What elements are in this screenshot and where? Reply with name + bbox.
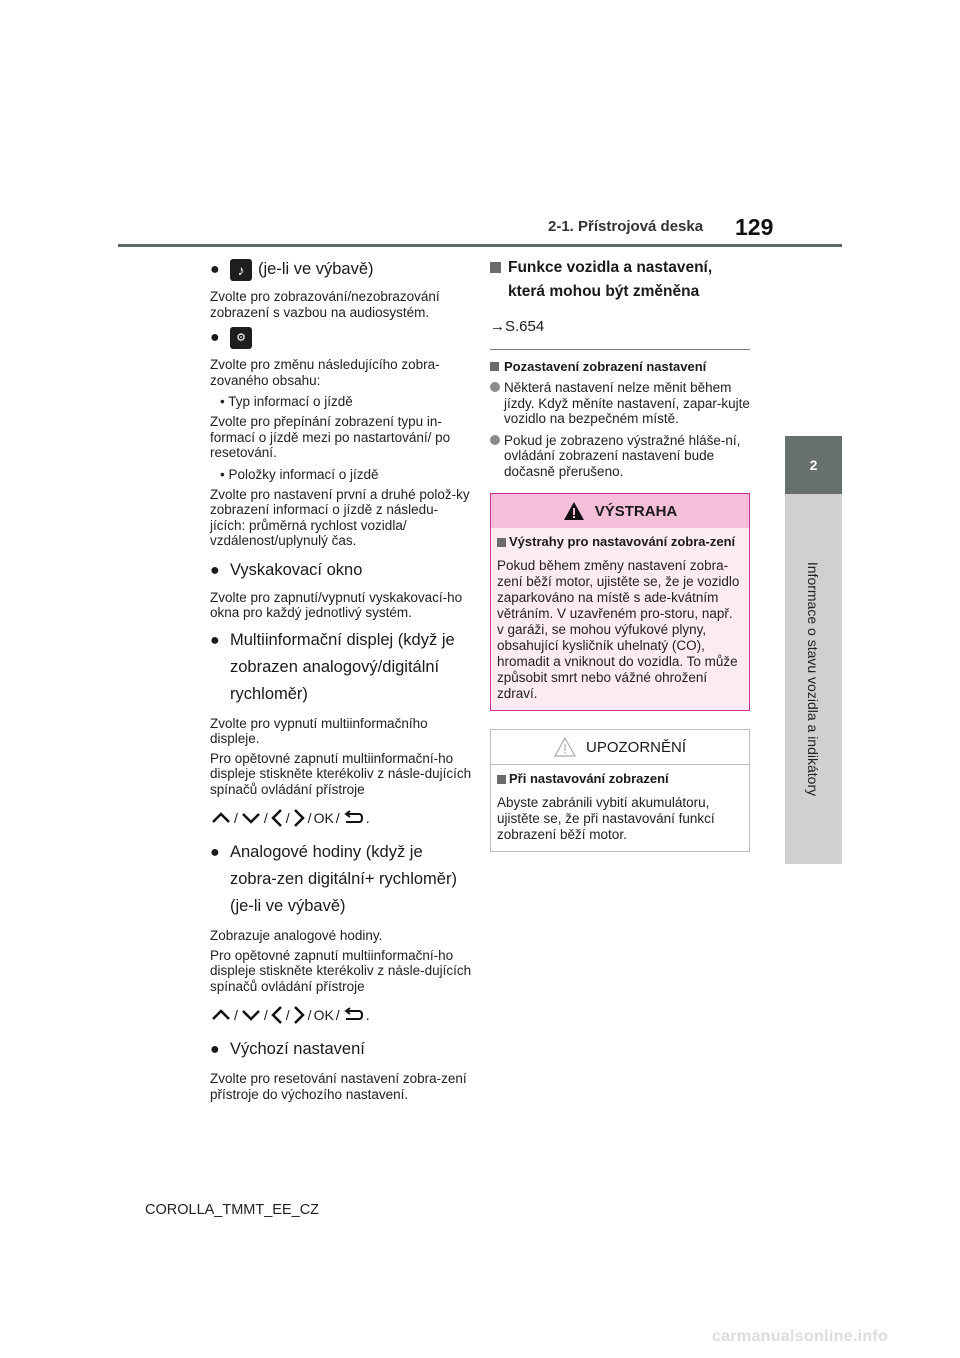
chapter-tab: 2: [785, 436, 842, 494]
warning-body: [491, 528, 749, 710]
header-divider: [118, 244, 842, 247]
control-switches-row: [210, 1004, 472, 1026]
bullet-text: Pokud je zobrazeno výstražné hláše-ní, ovládání zobrazení nastavení bude dočasně přerušeno.: [504, 432, 741, 479]
warning-box: [490, 493, 750, 711]
list-item: [210, 256, 472, 283]
square-bullet-icon: [497, 538, 506, 547]
warning-triangle-icon: [563, 501, 585, 521]
document-code: COROLLA_TMMT_EE_CZ: [145, 1202, 320, 1218]
item1-label: (je-li ve výbavě): [258, 260, 374, 278]
left-arrow-icon: [270, 807, 284, 829]
warning-header: [491, 494, 749, 528]
item5-text2: Pro opětovné zapnutí multiinformační-ho displeje stiskněte kterékoliv z násle-dujících spínačů ovládání přístroje: [210, 947, 472, 994]
circle-bullet-icon: [490, 382, 500, 392]
up-arrow-icon: [210, 811, 232, 825]
bullet-icon: ●: [210, 329, 220, 346]
section-heading: [490, 256, 750, 304]
watermark: carmanualsonline.info: [712, 1328, 889, 1345]
separator: /: [285, 810, 290, 826]
notice-subtitle: [497, 771, 743, 787]
square-bullet-icon: [490, 362, 499, 371]
warning-text: Pokud během změny nastavení zobra-zení běží motor, ujistěte se, že je vozidlo zaparkováno na místě s ade-kvátním větráním. V uzavřeném pro-storu, např. v garáži, se mohou výfukové plyny, obsahující kysličník uhelnatý (CO), hromadit a vniknout do vozidla. To může způsobit smrt nebo vážné ohrožení zdraví.: [497, 558, 740, 701]
item4-label: Multiinformační displej (když je zobrazen analogový/digitální rychloměr): [230, 630, 455, 703]
page-reference: →S.654: [490, 318, 545, 335]
down-arrow-icon: [240, 1008, 262, 1022]
down-arrow-icon: [240, 811, 262, 825]
bullet-icon: ●: [210, 261, 220, 278]
notice-body: [491, 765, 749, 851]
sub-item-text: Zvolte pro přepínání zobrazení typu in-formací o jízdě mezi po nastartování/ po resetování.: [210, 414, 451, 460]
item6-text: Zvolte pro resetování nastavení zobra-zení přístroje do výchozího nastavení.: [210, 1071, 467, 1102]
trip-info-settings-icon: ⚙: [230, 327, 252, 349]
up-arrow-icon: [210, 1008, 232, 1022]
separator: /: [263, 810, 268, 826]
bullet-icon: ●: [210, 844, 220, 861]
separator: /: [335, 1007, 340, 1023]
sub-item-title: • Položky informací o jízdě: [220, 466, 379, 482]
item1-text: Zvolte pro zobrazování/nezobrazování zobrazení s vazbou na audiosystém.: [210, 289, 440, 320]
notice-box: [490, 729, 750, 852]
warning-subtitle-text: Výstrahy pro nastavování zobra-zení: [509, 534, 736, 549]
list-item: [490, 433, 750, 480]
page-number: 129: [735, 214, 774, 240]
end-period: .: [365, 810, 370, 826]
list-item: [490, 380, 750, 427]
separator: /: [307, 810, 312, 826]
item5-label: Analogové hodiny (když je zobra-zen digitální+ rychloměr) (je-li ve výbavě): [230, 843, 457, 915]
separator: /: [263, 1007, 268, 1023]
control-switches-row: [210, 807, 472, 829]
list-item: [210, 839, 472, 920]
left-column: [210, 256, 472, 1102]
separator: /: [285, 1007, 290, 1023]
separator: /: [307, 1007, 312, 1023]
notice-text: Abyste zabránili vybití akumulátoru, ujistěte se, že při nastavování funkcí zobrazení běží motor.: [497, 795, 715, 842]
bullet-icon: ●: [210, 631, 220, 649]
sub-item-title: • Typ informací o jízdě: [220, 394, 353, 409]
subheading-text: Pozastavení zobrazení nastavení: [504, 359, 707, 374]
right-column: [490, 256, 750, 852]
item2-text: Zvolte pro změnu následujícího zobra-zovaného obsahu:: [210, 357, 440, 388]
left-arrow-icon: [270, 1004, 284, 1026]
chapter-title: Informace o stavu vozidla a indikátory: [805, 561, 821, 797]
item4-text1: Zvolte pro vypnutí multiinformačního displeje.: [210, 715, 428, 746]
bullet-icon: ●: [210, 1041, 220, 1058]
separator: /: [234, 810, 238, 826]
list-item: [210, 1036, 472, 1063]
item3-text: Zvolte pro zapnutí/vypnutí vyskakovací-ho okna pro každý jednotlivý systém.: [210, 589, 463, 620]
list-item: [210, 324, 472, 351]
separator: /: [335, 810, 340, 826]
subheading: [490, 358, 750, 376]
music-note-icon: ♪: [230, 259, 252, 281]
section-heading-text: Funkce vozidla a nastavení, která mohou být změněna: [508, 259, 713, 300]
notice-header: [491, 730, 749, 765]
item3-label: Vyskakovací okno: [230, 560, 363, 579]
warning-subtitle: [497, 534, 743, 550]
circle-bullet-icon: [490, 435, 500, 445]
sub-item-text: Zvolte pro nastavení první a druhé polož-ky zobrazení informací o jízdě z následu-jících: průměrná rychlost vozidla/ vzdálenost/uplynulý čas.: [210, 486, 470, 548]
item5-text1: Zobrazuje analogové hodiny.: [210, 928, 383, 943]
back-arrow-icon: [342, 810, 364, 826]
square-bullet-icon: [497, 775, 506, 784]
item4-text2: Pro opětovné zapnutí multiinformační-ho displeje stiskněte kterékoliv z násle-dujících spínačů ovládání přístroje: [210, 750, 472, 797]
section-title: 2-1. Přístrojová deska: [548, 218, 704, 235]
notice-subtitle-text: Při nastavování zobrazení: [509, 771, 669, 786]
ok-button-label: OK: [313, 810, 334, 826]
list-item: [210, 627, 472, 708]
bullet-icon: ●: [210, 561, 220, 579]
separator: /: [234, 1007, 238, 1023]
notice-title: UPOZORNĚNÍ: [585, 738, 686, 756]
warning-title: VÝSTRAHA: [594, 502, 678, 520]
back-arrow-icon: [342, 1007, 364, 1023]
right-arrow-icon: [292, 1004, 306, 1026]
list-item: [210, 557, 472, 584]
end-period: .: [365, 1007, 370, 1023]
item6-label: Výchozí nastavení: [230, 1040, 365, 1058]
caution-triangle-icon: [554, 737, 576, 757]
square-bullet-icon: [490, 262, 501, 273]
right-arrow-icon: [292, 807, 306, 829]
ok-button-label: OK: [313, 1007, 334, 1023]
bullet-text: Některá nastavení nelze měnit během jízdy. Když měníte nastavení, zapar-kujte vozidlo na bezpečném místě.: [504, 380, 750, 426]
